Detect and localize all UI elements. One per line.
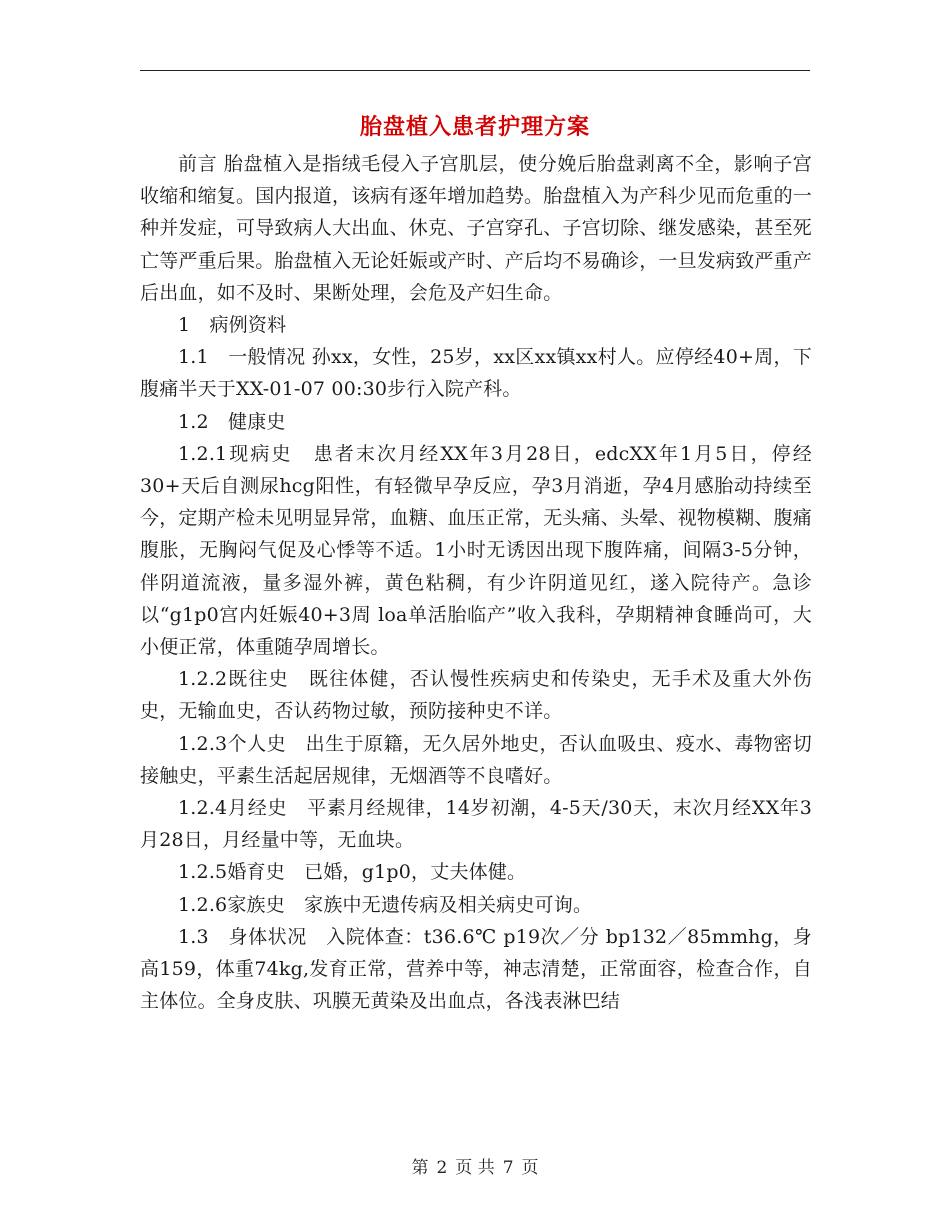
header-rule xyxy=(140,70,810,71)
footer-prefix: 第 xyxy=(411,1158,429,1178)
footer-total-pages: 7 xyxy=(502,1158,514,1178)
paragraph-physical-status: 1.3 身体状况 入院体查：t36.6℃ p19次／分 bp132／85mmhg，身高159，体重74kg,发育正常，营养中等，神志清楚，正常面容，检查合作，自主体位。全身皮肤、巩膜无黄染及出血点，各浅表淋巴结 xyxy=(140,925,812,1013)
heading-case-data: 1 病例资料 xyxy=(178,314,287,337)
footer-suffix: 页 xyxy=(521,1158,539,1178)
paragraph-personal-history: 1.2.3个人史 出生于原籍，无久居外地史，否认血吸虫、疫水、毒物密切接触史，平素生活起居规律，无烟酒等不良嗜好。 xyxy=(140,732,812,787)
page-footer xyxy=(0,1153,950,1178)
footer-mid: 页 共 xyxy=(455,1158,495,1178)
paragraph-preface: 前言 胎盘植入是指绒毛侵入子宫肌层，使分娩后胎盘剥离不全，影响子宫收缩和缩复。国内报道，该病有逐年增加趋势。胎盘植入为产科少见而危重的一种并发症，可导致病人大出血、休克、子宫穿孔、子宫切除、继发感染，甚至死亡等严重后果。胎盘植入无论妊娠或产时、产后均不易确诊，一旦发病致严重产后出血，如不及时、果断处理，会危及产妇生命。 xyxy=(140,153,813,304)
paragraph-general-info: 1.1 一般情况 孙xx，女性，25岁，xx区xx镇xx村人。应停经40+周，下腹痛半天于XX-01-07 00:30步行入院产科。 xyxy=(140,346,812,401)
paragraph-menstrual-history: 1.2.4月经史 平素月经规律，14岁初潮，4-5天/30天，末次月经XX年3月28日，月经量中等，无血块。 xyxy=(140,797,812,852)
paragraph-past-history: 1.2.2既往史 既往体健，否认慢性疾病史和传染史，无手术及重大外伤史，无输血史，否认药物过敏，预防接种史不详。 xyxy=(140,668,812,723)
document-title: 胎盘植入患者护理方案 xyxy=(359,114,590,140)
heading-health-history: 1.2 健康史 xyxy=(178,410,286,433)
footer-current-page: 2 xyxy=(436,1158,448,1178)
paragraph-family-history: 1.2.6家族史 家族中无遗传病及相关病史可询。 xyxy=(178,893,593,916)
paragraph-present-illness: 1.2.1现病史 患者末次月经XX年3月28日，edcXX年1月5日，停经30+天后自测尿hcg阳性，有轻微早孕反应，孕3月消逝，孕4月感胎动持续至今，定期产检未见明显异常，血糖、血压正常，无头痛、头晕、视物模糊、腹痛腹胀，无胸闷气促及心悸等不适。1小时无诱因出现下腹阵痛，间隔3-5分钟，伴阴道流液，量多湿外裤，黄色粘稠，有少许阴道见红，遂入院待产。急诊以“g1p0宫内妊娠40+3周 loa单活胎临产”收入我科，孕期精神食睡尚可，大小便正常，体重随孕周增长。 xyxy=(140,442,813,659)
document-body xyxy=(140,148,812,1017)
paragraph-marital-history: 1.2.5婚育史 已婚，g1p0，丈夫体健。 xyxy=(178,861,527,884)
